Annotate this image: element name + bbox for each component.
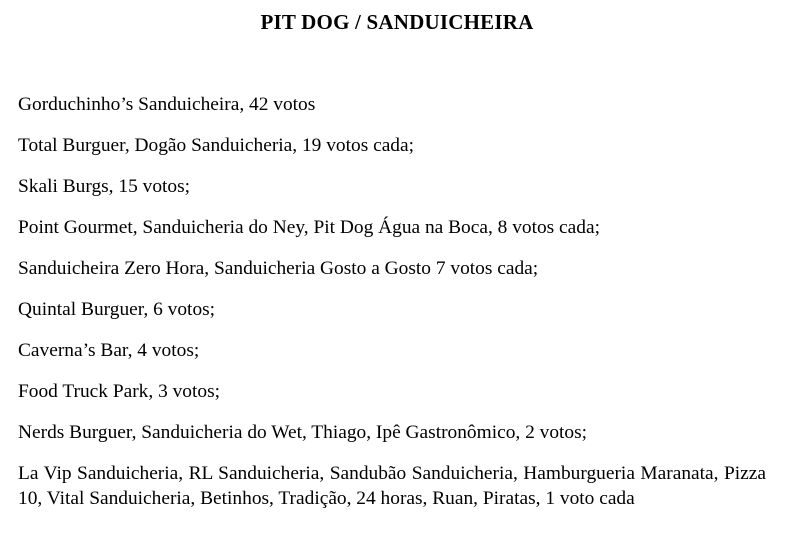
list-item: Gorduchinho’s Sanduicheira, 42 votos xyxy=(18,94,316,115)
list-item: Nerds Burguer, Sanduicheria do Wet, Thiago, Ipê Gastronômico, 2 votos; xyxy=(18,422,588,443)
list-item: Quintal Burguer, 6 votos; xyxy=(18,299,216,320)
list-item: Skali Burgs, 15 votos; xyxy=(18,176,191,197)
list-item: Sanduicheira Zero Hora, Sanduicheria Gosto a Gosto 7 votos cada; xyxy=(18,258,539,279)
list-item: Total Burguer, Dogão Sanduicheria, 19 votos cada; xyxy=(18,135,414,156)
list-item: Point Gourmet, Sanduicheria do Ney, Pit Dog Água na Boca, 8 votos cada; xyxy=(18,217,600,238)
vote-list xyxy=(18,93,766,511)
list-item: Caverna’s Bar, 4 votos; xyxy=(18,340,200,361)
document-title: PIT DOG / SANDUICHEIRA xyxy=(260,10,534,34)
list-item: Food Truck Park, 3 votos; xyxy=(18,381,221,402)
list-item: La Vip Sanduicheria, RL Sanduicheria, Sandubão Sanduicheria, Hamburgueria Maranata, Pizza 10, Vital Sanduicheria, Betinhos, Tradição, 24 horas, Ruan, Piratas, 1 voto cada xyxy=(18,463,766,509)
